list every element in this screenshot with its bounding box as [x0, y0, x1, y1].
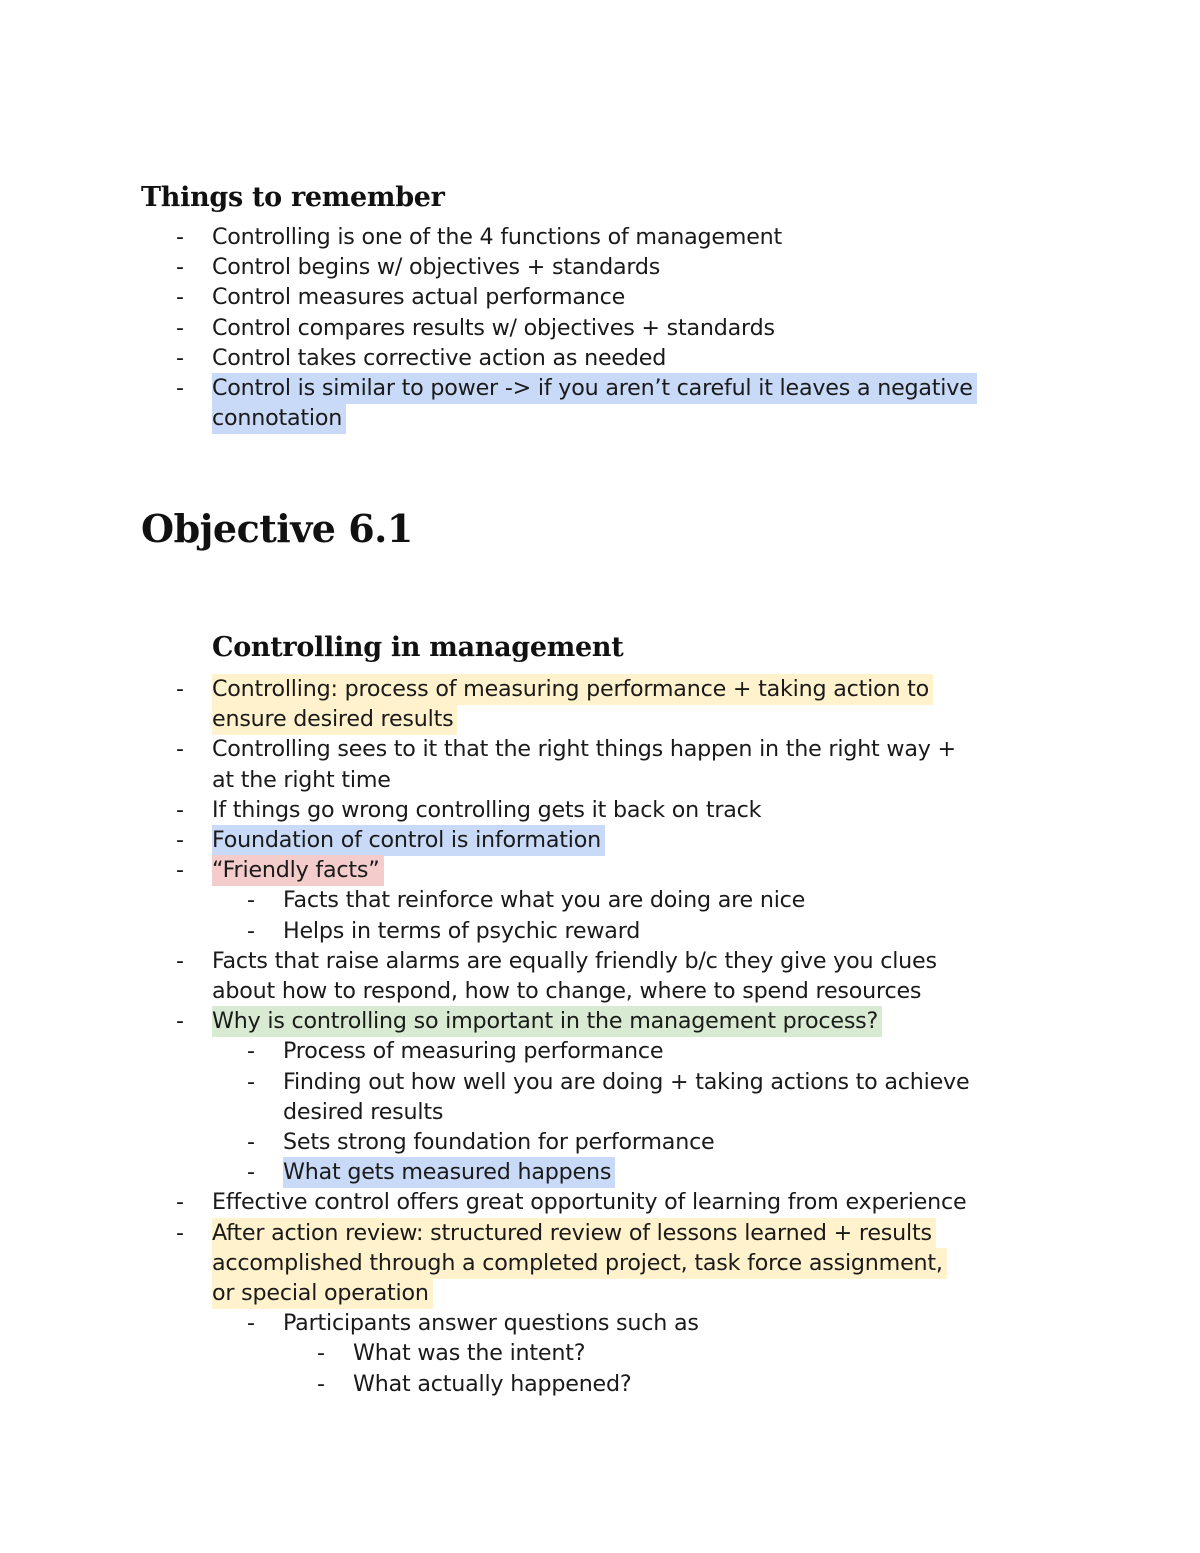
list-item: [0, 946, 969, 1006]
list-item: [0, 1006, 969, 1036]
item-text-line-1: Controlling: process of measuring performance + taking action to: [212, 676, 930, 702]
sub-sub-list-item: [0, 1369, 969, 1399]
controlling-in-management-list: [0, 674, 969, 1399]
item-text-line-1: Control is similar to power -> if you aren’t careful it leaves a negative: [212, 375, 973, 402]
bullet-dash: -: [176, 1189, 184, 1216]
bullet-dash: -: [176, 1219, 184, 1246]
list-item: [0, 1187, 969, 1217]
list-item: [0, 734, 969, 794]
item-text: Helps in terms of psychic reward: [283, 917, 641, 944]
sub-list-item: [0, 916, 969, 946]
item-text-line-1: Finding out how well you are doing + taking actions to achieve: [283, 1068, 970, 1095]
bullet-dash: -: [317, 1370, 325, 1397]
bullet-dash: -: [317, 1340, 325, 1367]
section-heading-controlling-in-management: Controlling in management: [212, 632, 624, 663]
item-text: What actually happened?: [353, 1370, 632, 1397]
sub-list-item: [0, 1157, 969, 1187]
list-item: [0, 795, 969, 825]
sub-list-item: [0, 885, 969, 915]
highlighted-text-blue: [212, 373, 977, 434]
item-text: Facts that reinforce what you are doing are nice: [283, 887, 806, 914]
highlighted-text-green: Why is controlling so important in the management process?: [212, 1006, 882, 1037]
item-text-line-1: After action review: structured review of lessons learned + results: [212, 1219, 932, 1246]
highlighted-text-blue: Foundation of control is information: [212, 825, 605, 856]
bullet-dash: -: [176, 284, 184, 311]
sub-sub-list-item: [0, 1338, 969, 1368]
item-text: If things go wrong controlling gets it back on track: [212, 796, 762, 823]
sub-list-item: [0, 1127, 969, 1157]
list-item: [0, 252, 977, 282]
bullet-dash: -: [176, 314, 184, 341]
bullet-dash: -: [247, 1068, 255, 1095]
bullet-dash: -: [247, 887, 255, 914]
item-text: Control takes corrective action as needed: [212, 344, 667, 371]
item-text: Controlling is one of the 4 functions of management: [212, 224, 783, 250]
things-to-remember-list: [0, 222, 977, 433]
item-text-line-1: Controlling sees to it that the right things happen in the right way +: [212, 736, 956, 763]
highlighted-text-yellow: [212, 1218, 947, 1309]
item-text-line-2: connotation: [212, 405, 343, 432]
sub-list-item: [0, 1308, 969, 1338]
item-text-line-2: desired results: [283, 1098, 444, 1125]
list-item: [0, 674, 969, 734]
bullet-dash: -: [247, 917, 255, 944]
bullet-dash: -: [176, 344, 184, 371]
section-heading-things-to-remember: Things to remember: [141, 182, 445, 213]
sub-list-item: [0, 1036, 969, 1066]
list-item: [0, 373, 977, 433]
bullet-dash: -: [176, 736, 184, 763]
list-item: [0, 222, 977, 252]
bullet-dash: -: [176, 676, 184, 702]
bullet-dash: -: [176, 796, 184, 823]
bullet-dash: -: [247, 1159, 255, 1186]
bullet-dash: -: [176, 1008, 184, 1035]
highlighted-text-yellow: [212, 674, 933, 735]
bullet-dash: -: [176, 857, 184, 884]
item-text: Process of measuring performance: [283, 1038, 664, 1065]
item-text-line-3: or special operation: [212, 1280, 429, 1307]
highlighted-text-red: “Friendly facts”: [212, 855, 384, 886]
list-item: [0, 825, 969, 855]
bullet-dash: -: [247, 1310, 255, 1337]
bullet-dash: -: [176, 947, 184, 974]
bullet-dash: -: [176, 827, 184, 854]
item-text-line-2: about how to respond, how to change, where to spend resources: [212, 978, 922, 1005]
bullet-dash: -: [176, 254, 184, 281]
item-text-line-2: ensure desired results: [212, 706, 454, 733]
bullet-dash: -: [247, 1129, 255, 1156]
item-text: Participants answer questions such as: [283, 1310, 699, 1337]
item-text: Sets strong foundation for performance: [283, 1129, 715, 1156]
bullet-dash: -: [247, 1038, 255, 1065]
item-text-line-1: Facts that raise alarms are equally friendly b/c they give you clues: [212, 947, 937, 974]
bullet-dash: -: [176, 375, 184, 402]
item-text: Control measures actual performance: [212, 284, 626, 311]
list-item: [0, 313, 977, 343]
sub-list-item: [0, 1067, 969, 1127]
item-text-line-2: accomplished through a completed project, task force assignment,: [212, 1249, 943, 1276]
item-text: Control begins w/ objectives + standards: [212, 254, 661, 281]
list-item: [0, 855, 969, 885]
list-item: [0, 343, 977, 373]
item-text: Effective control offers great opportunity of learning from experience: [212, 1189, 967, 1216]
list-item: [0, 282, 977, 312]
item-text-line-2: at the right time: [212, 766, 391, 793]
highlighted-text-blue: What gets measured happens: [283, 1157, 615, 1188]
list-item: [0, 1218, 969, 1309]
item-text: Control compares results w/ objectives + standards: [212, 314, 775, 341]
objective-title: Objective 6.1: [141, 506, 413, 551]
item-text: What was the intent?: [353, 1340, 586, 1367]
bullet-dash: -: [176, 224, 184, 250]
